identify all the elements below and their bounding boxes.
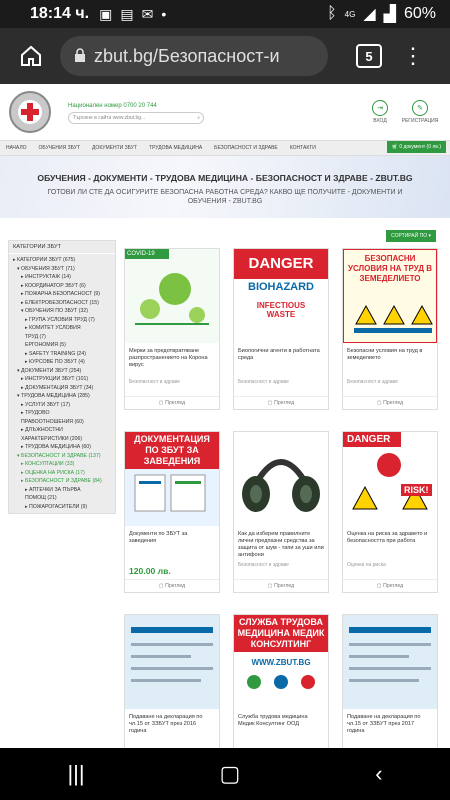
product-thumbnail[interactable]	[343, 249, 437, 343]
product-thumbnail[interactable]	[125, 615, 219, 709]
category-item[interactable]: ТРУД (7)	[25, 333, 46, 340]
browser-toolbar	[0, 28, 450, 84]
site-header	[0, 84, 450, 140]
product-thumbnail[interactable]	[234, 615, 328, 709]
cart-label: 0 документ (0 лв.)	[399, 144, 441, 150]
tabs-button[interactable]: 5	[356, 44, 382, 68]
sluzhba-label: СЛУЖБА ТРУДОВА МЕДИЦИНА МЕДИК КОНСУЛТИНГ	[234, 615, 328, 652]
product-title[interactable]: Как да изберем правилните лични предпазни средства за защита от шум - тапи за уши или антифони	[238, 531, 324, 558]
category-item[interactable]: ▸ БЕЗОПАСНОСТ И ЗДРАВЕ (84)	[21, 478, 102, 484]
home-icon	[19, 44, 43, 68]
category-item[interactable]: ▸ ТРУДОВА МЕДИЦИНА (60)	[21, 444, 91, 450]
wifi-icon: ◢	[363, 6, 376, 23]
preview-icon: ▢	[267, 400, 275, 406]
category-list	[9, 254, 115, 513]
nav-item-safety[interactable]: БЕЗОПАСНОСТ И ЗДРАВЕ	[214, 145, 278, 151]
product-card[interactable]	[342, 248, 438, 410]
category-sidebar	[8, 240, 116, 514]
product-title[interactable]: Биологични агенти в работната среда	[238, 348, 320, 361]
category-item[interactable]: ▸ УСЛУГИ ЗБУТ (17)	[21, 401, 71, 408]
product-card[interactable]	[342, 431, 438, 593]
product-category: Безопасност и здраве	[238, 562, 289, 568]
preview-icon: ▢	[267, 583, 275, 589]
category-item[interactable]: ПРАВООТНОШЕНИЯ (60)	[21, 418, 84, 425]
preview-icon: ▢	[158, 400, 166, 406]
web-page	[0, 84, 450, 748]
category-item[interactable]: ▸ КОМИТЕТ УСЛОВИЯ	[25, 325, 81, 331]
category-item[interactable]: ХАРАКТЕРИСТИКИ (206)	[21, 435, 83, 442]
preview-label: Преглед	[383, 583, 404, 589]
product-price: 120.00 лв.	[129, 566, 171, 576]
pencil-icon: ✎	[412, 100, 428, 116]
product-category: Оценка на риска	[347, 562, 386, 568]
preview-button[interactable]	[125, 579, 219, 592]
preview-icon: ▢	[376, 583, 384, 589]
back-icon[interactable]: ‹	[375, 761, 383, 786]
category-item[interactable]: ▾ ОБУЧЕНИЯ ЗБУТ (71)	[17, 265, 75, 272]
more-dots-icon: •	[161, 6, 167, 22]
sim-icon: ▤	[120, 5, 134, 22]
covid-label: COVID-19	[125, 249, 169, 259]
product-title[interactable]: Мерки за предотвратяване разпространението на Корона вирус	[129, 348, 208, 368]
earmuffs-illustration	[234, 432, 328, 526]
preview-label: Преглед	[165, 400, 186, 406]
docs-label: ДОКУМЕНТАЦИЯ ПО ЗБУТ ЗА ЗАВЕДЕНИЯ	[125, 432, 219, 469]
search-placeholder: Търсене в сайта www.zbut.bg...	[73, 115, 146, 121]
sidebar-title: КАТЕГОРИИ ЗБУТ	[9, 241, 115, 254]
network-label: 4G	[344, 9, 356, 19]
login-icon: ⇥	[372, 100, 388, 116]
category-item[interactable]: ▾ БЕЗОПАСНОСТ И ЗДРАВЕ (137)	[17, 452, 101, 459]
clock: 18:14 ч.	[30, 5, 90, 22]
search-input[interactable]	[68, 112, 204, 124]
banner-subtitle: ГОТОВИ ЛИ СТЕ ДА ОСИГУРИТЕ БЕЗОПАСНА РАБОТНА СРЕДА? КАКВО ЩЕ ПОЛУЧИТЕ - ДОКУМЕНТИ И ОБУЧЕНИЯ - ZBUT.BG	[47, 189, 403, 205]
category-item[interactable]: ПОМОЩ (21)	[25, 495, 57, 501]
product-category: Безопасност и здраве	[238, 379, 289, 385]
preview-icon: ▢	[158, 583, 166, 589]
signal-icon: ▟	[383, 6, 396, 23]
product-thumbnail[interactable]	[234, 432, 328, 526]
category-item[interactable]: ▸ ПОЖАРНА БЕЗОПАСНОСТ (9)	[21, 291, 101, 297]
product-card[interactable]	[233, 614, 329, 748]
product-card[interactable]	[342, 614, 438, 748]
category-item[interactable]: ▸ КОНСУЛТАЦИИ (33)	[21, 461, 75, 467]
main-nav	[0, 140, 450, 156]
product-card[interactable]	[124, 248, 220, 410]
danger-label: DANGER	[248, 255, 314, 272]
nav-item-documents[interactable]: ДОКУМЕНТИ ЗБУТ	[92, 145, 138, 151]
product-thumbnail[interactable]	[125, 249, 219, 343]
product-title[interactable]: Подаване на декларация по чл.15 от ЗЗБУТ през 2017 година	[347, 714, 421, 734]
category-item[interactable]: ▸ ИНСТРУКЦИИ ЗБУТ (101)	[21, 376, 89, 382]
product-thumbnail[interactable]	[125, 432, 219, 526]
preview-button[interactable]	[343, 396, 437, 409]
notification-icons	[99, 6, 166, 23]
preview-label: Преглед	[165, 583, 186, 589]
product-thumbnail[interactable]	[343, 615, 437, 709]
site-logo[interactable]	[8, 90, 52, 134]
register-label: РЕГИСТРАЦИЯ	[401, 118, 439, 124]
login-label: ВХОД	[373, 118, 387, 124]
infectious-label: INFECTIOUS	[256, 301, 306, 310]
preview-icon: ▢	[376, 400, 384, 406]
documents-illustration	[125, 469, 219, 515]
product-title[interactable]: Документи по ЗБУТ за заведения	[129, 531, 188, 544]
waste-label: WASTE	[266, 310, 296, 319]
product-thumbnail[interactable]	[234, 249, 328, 343]
preview-button[interactable]	[234, 396, 328, 409]
banner-title: ОБУЧЕНИЯ - ДОКУМЕНТИ - ТРУДОВА МЕДИЦИНА - БЕЗОПАСНОСТ И ЗДРАВЕ - ZBUT.BG	[37, 173, 413, 183]
biohazard-label: BIOHAZARD	[248, 281, 314, 293]
product-card[interactable]	[124, 614, 220, 748]
nav-item-medicine[interactable]: ТРУДОВА МЕДИЦИНА	[149, 145, 203, 151]
category-item[interactable]: ▸ SAFETY TRAINING (24)	[25, 350, 86, 357]
category-item[interactable]: ▸ ГРУПА УСЛОВИЯ ТРУД (7)	[25, 316, 95, 323]
bluetooth-icon: ᛒ	[327, 5, 337, 22]
mail-icon: ✉	[141, 5, 154, 22]
cart-button[interactable]	[387, 141, 446, 153]
declaration-form-illustration	[343, 615, 437, 709]
nav-item-home[interactable]: НАЧАЛО	[6, 145, 27, 151]
android-nav-bar	[0, 748, 450, 800]
category-item[interactable]: ▸ ПОЖАРОГАСИТЕЛИ (9)	[25, 503, 88, 510]
preview-button[interactable]	[125, 396, 219, 409]
warning-signs-illustration	[344, 284, 437, 334]
category-item[interactable]: ▾ ТРУДОВА МЕДИЦИНА (285)	[17, 393, 90, 399]
preview-label: Преглед	[383, 400, 404, 406]
product-title[interactable]: Подаване на декларация по чл.15 от ЗЗБУТ през 2016 година	[129, 714, 203, 734]
status-bar	[0, 0, 450, 28]
login-button[interactable]	[360, 100, 400, 124]
category-item[interactable]: ▾ ОБУЧЕНИЯ ПО ЗБУТ (32)	[21, 308, 88, 314]
search-icon[interactable]: ⌕	[197, 115, 200, 121]
register-button[interactable]	[400, 100, 440, 124]
category-item[interactable]: ▸ ИНСТРУКТАЖ (14)	[21, 274, 71, 280]
nav-item-trainings[interactable]: ОБУЧЕНИЯ ЗБУТ	[38, 145, 81, 151]
virus-illustration	[125, 259, 219, 339]
category-item[interactable]: ▸ ДЛЪЖНОСТНИ	[21, 427, 63, 433]
category-item[interactable]: ▸ ДОКУМЕНТАЦИЯ ЗБУТ (34)	[21, 384, 94, 391]
icons-illustration	[234, 667, 328, 697]
national-phone: Национален номер 0700 20 744	[68, 103, 157, 109]
risk-label: RISK!	[401, 484, 432, 496]
product-thumbnail[interactable]	[343, 432, 437, 526]
product-category: Безопасност и здраве	[129, 379, 180, 385]
agri-label: БЕЗОПАСНИ УСЛОВИЯ НА ТРУД В ЗЕМЕДЕЛИЕТО	[347, 254, 433, 283]
preview-button[interactable]	[234, 579, 328, 592]
product-card[interactable]	[233, 431, 329, 593]
preview-button[interactable]	[343, 579, 437, 592]
lock-icon	[74, 46, 86, 67]
product-title[interactable]: Оценка на риска за здравето и безопасността при работа	[347, 531, 428, 544]
category-item[interactable]: ▸ АПТЕЧКИ ЗА ПЪРВА	[25, 486, 81, 493]
recents-icon[interactable]: |||	[67, 761, 85, 786]
category-item[interactable]: ▾ ДОКУМЕНТИ ЗБУТ (254)	[17, 367, 82, 374]
zbut-url-label: WWW.ZBUT.BG	[251, 658, 311, 667]
category-item[interactable]: ▸ КУРСОВЕ ПО ЗБУТ (4)	[25, 359, 85, 365]
category-item[interactable]: ▸ ЕЛЕКТРОБЕЗОПАСНОСТ (15)	[21, 299, 99, 306]
product-category: Безопасност и здраве	[347, 379, 398, 385]
url-text: zbut.bg/Безопасност-и	[94, 45, 280, 66]
category-item[interactable]: ▸ ТРУДОВО	[21, 410, 50, 416]
product-card[interactable]	[233, 248, 329, 410]
image-icon: ▣	[99, 5, 113, 22]
hero-banner	[0, 156, 450, 218]
product-title[interactable]: Безопасни условия на труд в земеделието	[347, 348, 423, 361]
category-item[interactable]: ▸ КООРДИНАТОР ЗБУТ (6)	[21, 282, 86, 289]
declaration-form-illustration	[125, 615, 219, 709]
menu-icon[interactable]: ⋮	[402, 43, 424, 68]
battery-label: 60%	[403, 5, 436, 22]
home-button[interactable]	[16, 41, 46, 71]
danger-label: DANGER	[343, 432, 401, 447]
product-title[interactable]: Служба трудова медицина Медик Консултинг ООД	[238, 714, 308, 727]
category-item[interactable]: ▸ КАТЕГОРИИ ЗБУТ (675)	[13, 257, 76, 263]
nav-item-contacts[interactable]: КОНТАКТИ	[289, 145, 316, 151]
preview-label: Преглед	[274, 400, 295, 406]
product-card[interactable]	[124, 431, 220, 593]
category-item[interactable]: ▸ ОЦЕНКА НА РИСКА (17)	[21, 469, 85, 476]
home-circle-icon[interactable]: ▢	[219, 761, 241, 786]
sort-button[interactable]: СОРТИРАЙ ПО ▾	[386, 230, 436, 242]
category-item[interactable]: ЕРГОНОМИЯ (5)	[25, 342, 66, 348]
address-bar[interactable]	[60, 36, 328, 76]
cart-icon: 🛒︎	[391, 144, 398, 150]
preview-label: Преглед	[274, 583, 295, 589]
